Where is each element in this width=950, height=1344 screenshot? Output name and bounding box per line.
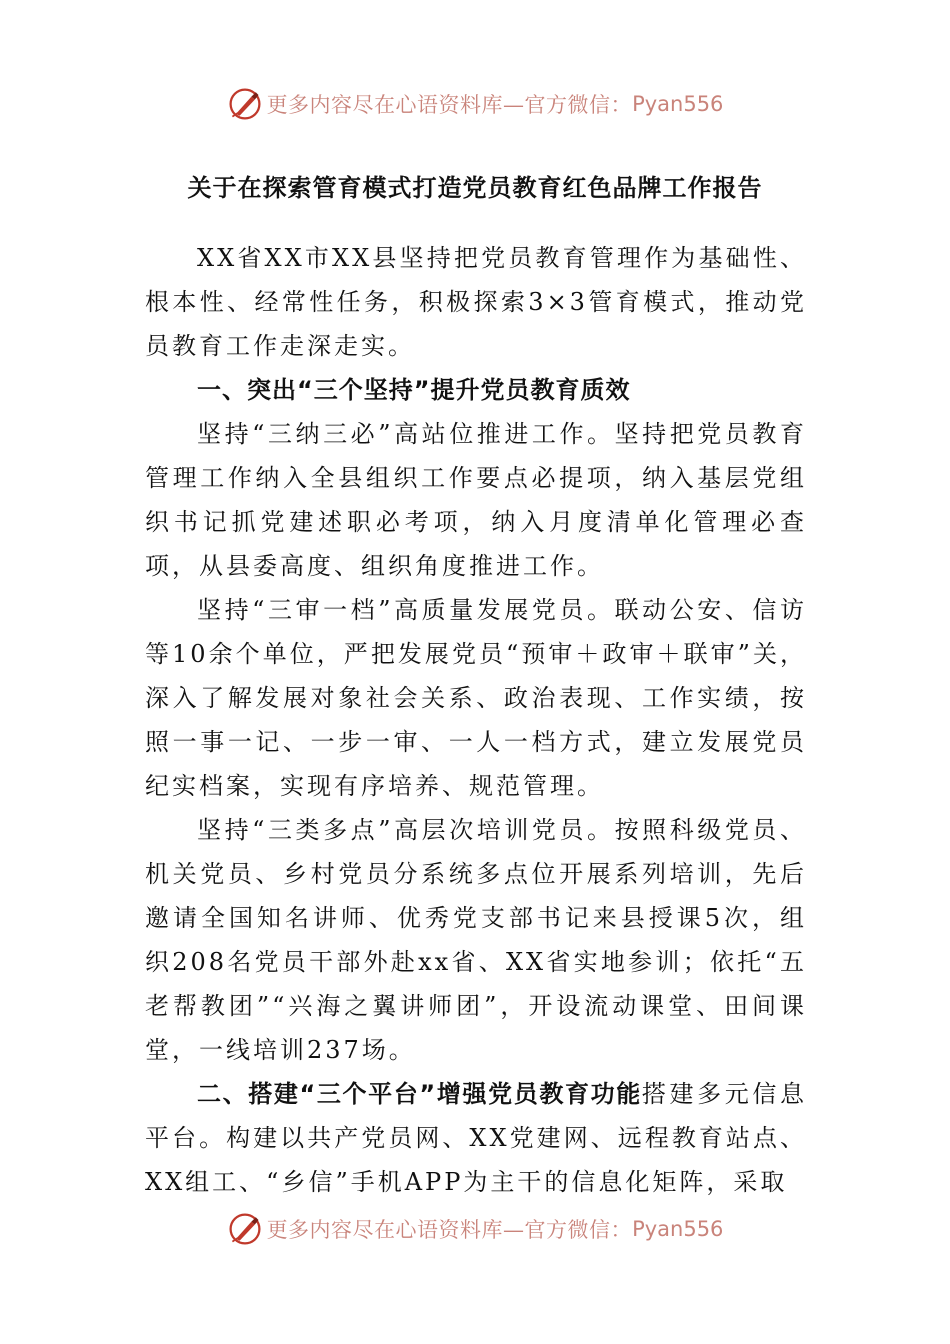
intro-paragraph: XX省XX市XX县坚持把党员教育管理作为基础性、根本性、经常性任务，积极探索3×3管育模式，推动党员教育工作走深走实。	[145, 244, 807, 360]
watermark-banner-bottom	[0, 1207, 950, 1251]
section-2-heading: 二、搭建“三个平台”增强党员教育功能	[197, 1080, 642, 1108]
section-1-paragraph-2: 坚持“三审一档”高质量发展党员。联动公安、信访等10余个单位，严把发展党员“预审＋政审＋联审”关，深入了解发展对象社会关系、政治表现、工作实绩，按照一事一记、一步一审、一人一档方式，建立发展党员纪实档案，实现有序培养、规范管理。	[145, 596, 807, 800]
document-body	[145, 236, 807, 1204]
document-title: 关于在探索管育模式打造党员教育红色品牌工作报告	[187, 174, 763, 202]
watermark-banner-top	[0, 82, 950, 126]
pen-logo-icon	[227, 86, 263, 122]
section-1-heading: 一、突出“三个坚持”提升党员教育质效	[197, 376, 631, 404]
section-2-text: 搭建多元信息平台。构建以共产党员网、XX党建网、远程教育站点、XX组工、“乡信”手机APP为主干的信息化矩阵，采取	[145, 1080, 808, 1196]
watermark-wechat-id: Pyan556	[632, 92, 724, 116]
watermark-text: 更多内容尽在心语资料库—官方微信：	[266, 93, 633, 117]
section-1-paragraph-3: 坚持“三类多点”高层次培训党员。按照科级党员、机关党员、乡村党员分系统多点位开展系列培训，先后邀请全国知名讲师、优秀党支部书记来县授课5次，组织208名党员干部外赴xx省、XX省实地参训；依托“五老帮教团”“兴海之翼讲师团”，开设流动课堂、田间课堂，一线培训237场。	[145, 816, 807, 1064]
section-1-paragraph-1: 坚持“三纳三必”高站位推进工作。坚持把党员教育管理工作纳入全县组织工作要点必提项，纳入基层党组织书记抓党建述职必考项，纳入月度清单化管理必查项，从县委高度、组织角度推进工作。	[145, 420, 807, 580]
watermark-wechat-id: Pyan556	[632, 1217, 724, 1241]
watermark-text: 更多内容尽在心语资料库—官方微信：	[266, 1218, 633, 1242]
section-2-paragraph	[145, 1072, 807, 1204]
pen-logo-icon	[227, 1211, 263, 1247]
